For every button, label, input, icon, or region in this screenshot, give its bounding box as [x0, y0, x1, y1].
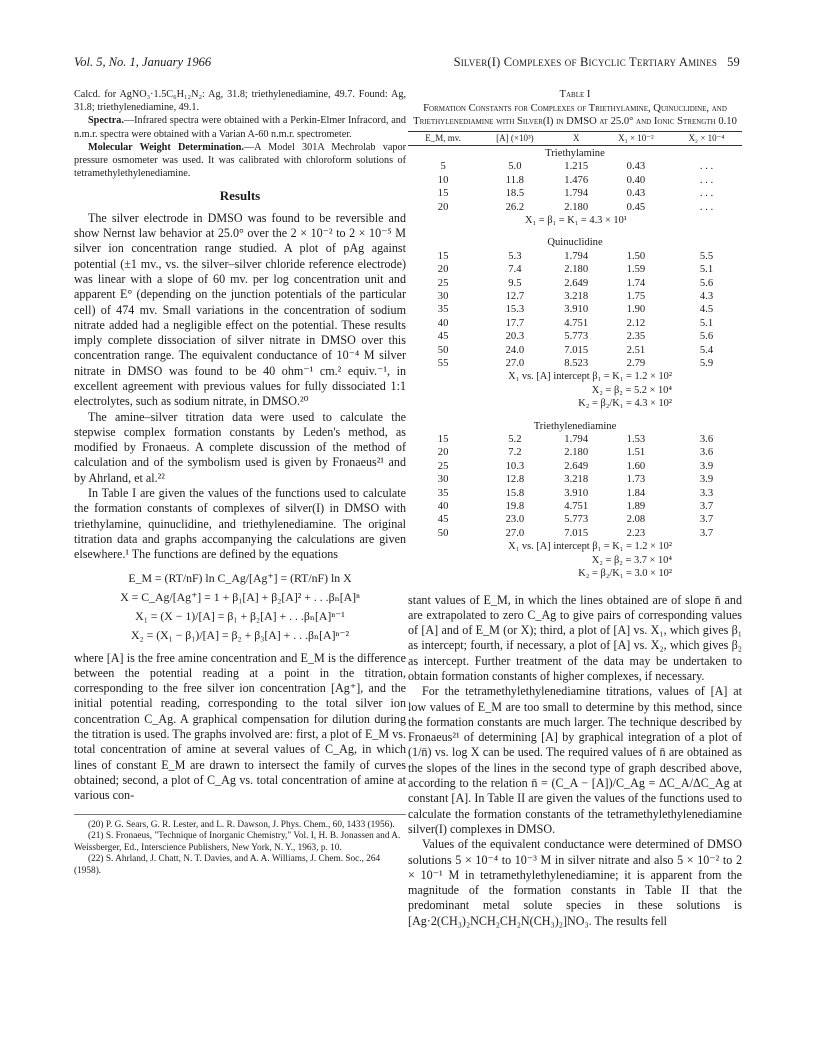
- spectra-heading: Spectra.: [88, 115, 124, 127]
- table-cell: 50: [437, 344, 449, 356]
- table-cell: 3.7: [699, 501, 714, 513]
- table-cell: 5.1: [699, 264, 714, 276]
- table-cell: 0.43: [626, 161, 646, 173]
- group-title-row: [408, 235, 742, 249]
- table-cell: 45: [437, 514, 449, 526]
- table-cell: 7.2: [508, 447, 522, 459]
- table-cell: 40: [437, 501, 449, 513]
- group-title: Quinuclidine: [547, 237, 603, 249]
- table-cell: 26.2: [505, 201, 525, 213]
- table-cell: 1.476: [564, 174, 589, 186]
- table-cell: 5: [440, 161, 446, 173]
- table-cell: 55: [437, 358, 449, 369]
- table-cell: 4.5: [699, 304, 714, 316]
- table-cell: 8.523: [564, 358, 589, 369]
- table-caption: Formation Constants for Complexes of Triethylamine, Quinuclidine, and Triethylenediamine with Silver(I) in DMSO at 25.0° and Ionic Strength 0.10: [413, 102, 737, 127]
- table-row: [408, 303, 742, 316]
- summary-row: [408, 384, 742, 397]
- table-cell: 10.3: [505, 460, 525, 472]
- footnote-20: (20) P. G. Sears, G. R. Lester, and L. R. Dawson, J. Phys. Chem., 60, 1433 (1956).: [88, 819, 395, 830]
- table-cell: 3.9: [699, 474, 714, 486]
- table-cell: 12.7: [505, 290, 525, 302]
- table-row: [408, 250, 742, 263]
- table-cell: 5.1: [699, 317, 714, 329]
- table-row: [408, 317, 742, 330]
- table-cell: 15: [437, 250, 449, 262]
- table-cell: 0.43: [626, 188, 646, 200]
- table-row: [408, 500, 742, 513]
- table-cell: 3.7: [699, 527, 714, 539]
- table-cell: 20.3: [505, 331, 525, 343]
- table-cell: 45: [437, 331, 449, 343]
- table-cell: 1.53: [626, 434, 646, 446]
- footnote-21: (21) S. Fronaeus, "Technique of Inorganic Chemistry," Vol. I, H. B. Jonassen and A. Weissberger, Ed., Interscience Publishers, New York, N. Y., 1963, p. 10.: [74, 831, 401, 853]
- table-cell: 3.910: [564, 487, 589, 499]
- results-paragraph-2: The amine–silver titration data were used to calculate the stepwise complex formation constants by Leden's method, as modified by Fronaeus. A complete discussion of the method of calculation and of the symbolism used is given by Fronaeus²¹ and by Ahrland, et al.²²: [74, 409, 406, 485]
- table-cell: 1.59: [626, 264, 646, 276]
- table-cell: 23.0: [505, 514, 525, 526]
- summary-text: K₂ = β₂/K₁ = 3.0 × 10²: [578, 568, 672, 580]
- table-row: [408, 187, 742, 200]
- table-cell: 5.5: [699, 250, 714, 262]
- summary-text: X₂ = β₂ = 5.2 × 10⁴: [591, 384, 672, 396]
- table-row: [408, 433, 742, 446]
- table-header-row: [408, 131, 742, 145]
- table-row: [408, 290, 742, 303]
- equation-1: E_M = (RT/nF) ln C_Ag/[Ag⁺] = (RT/nF) ln X: [128, 570, 352, 585]
- table-cell: 5.2: [508, 434, 522, 446]
- table-cell: 1.60: [626, 460, 646, 472]
- summary-text: X₂ = β₂ = 3.7 × 10⁴: [591, 554, 672, 566]
- right-paragraph-3: Values of the equivalent conductance were determined of DMSO solutions 5 × 10⁻⁴ to 10⁻³ M in silver nitrate and also 5 × 10⁻² to 2 × 10⁻¹ M in tetramethylethylenediamine; it is apparent from the magnitude of the formation constants in Table II that the predominant metal solute species in these solutions is [Ag·2(CH₃)₂NCH₂CH₂N(CH₃)₂]NO₃. The results fell: [408, 837, 742, 928]
- table-cell: 3.9: [699, 460, 714, 472]
- table-cell: 5.3: [508, 250, 522, 262]
- table-cell: 35: [437, 304, 449, 316]
- table-cell: 1.215: [564, 161, 589, 173]
- summary-row: [408, 214, 742, 227]
- group-title: Triethylenediamine: [533, 420, 617, 432]
- table-row: [408, 446, 742, 459]
- table-cell: 11.8: [505, 174, 524, 186]
- table-cell: 1.84: [626, 487, 646, 499]
- table-row: [408, 277, 742, 290]
- right-paragraph-2: For the tetramethylethylenediamine titrations, values of [A] at low values of E_M are too small to determine by this method, since the formation constants are much larger. The technique described by Fronaeus²¹ of determining [A] by graphical integration of a plot of (1/n̄) vs. log X can be used. The required values of n̄ are obtained as the slopes of the lines in the second type of graph described above, according to the relation n̄ = (C_A − [A])/C_Ag = ΔC_A/ΔC_Ag at constant [A]. In Table II are given the values of the functions used to calculate the formation constants of the tetramethylethylenediamine silver(I) complexes in DMSO.: [408, 684, 742, 836]
- table-label: Table I: [559, 89, 591, 100]
- table-cell: 10: [437, 174, 449, 186]
- table-cell: 1.89: [626, 501, 646, 513]
- right-column: [408, 88, 742, 929]
- group-title-row: [408, 419, 742, 433]
- table-cell: 1.50: [626, 250, 646, 262]
- table-cell: . . .: [699, 161, 714, 173]
- table-cell: 9.5: [508, 277, 522, 289]
- table-row: [408, 174, 742, 187]
- results-paragraph-3: In Table I are given the values of the functions used to calculate the formation constants of complexes of silver(I) in DMSO with triethylamine, quinuclidine, and triethylenediamine. The original titration data and graphs accompanying the calculations are given elsewhere.¹ The functions are defined by the equations: [74, 486, 406, 562]
- running-header-left: Vol. 5, No. 1, January 1966: [74, 55, 212, 69]
- equations: [74, 569, 406, 645]
- table-row: [408, 201, 742, 214]
- mw-heading: Molecular Weight Determination.: [88, 141, 244, 153]
- spectra-text: —Infrared spectra were obtained with a Perkin-Elmer Infracord, and n.m.r. spectra were obtained with a Varian A-60 n.m.r. spectrometer.: [74, 115, 406, 140]
- left-column: [74, 88, 406, 877]
- footnotes: [74, 814, 406, 878]
- table-cell: 2.79: [626, 358, 646, 369]
- table-cell: 5.6: [699, 277, 714, 289]
- table-row: [408, 263, 742, 276]
- group-spacer: [408, 411, 742, 419]
- footnote-22: (22) S. Ahrland, J. Chatt, N. T. Davies, and A. A. Williams, J. Chem. Soc., 264 (1958).: [74, 854, 381, 876]
- table-cell: 3.6: [699, 434, 714, 446]
- summary-text: K₂ = β₂/K₁ = 4.3 × 10²: [578, 398, 672, 410]
- table-cell: 20: [437, 264, 449, 276]
- equation-4: X₂ = (X₁ − β₁)/[A] = β₂ + β₃[A] + . . .βₙ[A]ⁿ⁻²: [131, 627, 349, 642]
- table-row: [408, 344, 742, 357]
- results-paragraph-4: where [A] is the free amine concentration and E_M is the difference between the potential reading at a point in the titration, corresponding to the free silver ion concentration [Ag⁺], and the initial potential reading, corresponding to the total silver ion concentration C_Ag. A graphical compensation for dilution during the titration is used. The graphs involved are: first, a plot of E_M vs. total concentration of amine at several values of C_Ag, in which lines of constant E_M are drawn to intersect the family of curves obtained; second, a plot of C_Ag vs. total concentration of amine at various con-: [74, 650, 406, 803]
- table-row: [408, 160, 742, 173]
- table-cell: 3.3: [699, 487, 714, 499]
- mw-paragraph: [74, 141, 406, 181]
- table-cell: 20: [437, 447, 449, 459]
- table-cell: 1.51: [626, 447, 646, 459]
- table-cell: 35: [437, 487, 449, 499]
- table-cell: 12.8: [505, 474, 525, 486]
- summary-text: X₁ vs. [A] intercept β₁ = K₁ = 1.2 × 10²: [508, 371, 672, 383]
- table-cell: 1.90: [626, 304, 646, 316]
- mw-text: —A Model 301A Mechrolab vapor pressure osmometer was used. It was calibrated with chloroform solutions of tetramethylethylenediamine.: [74, 141, 406, 180]
- table-cell: 2.35: [626, 331, 646, 343]
- table-cell: 7.4: [508, 264, 522, 276]
- table-cell: 2.649: [564, 277, 589, 289]
- formation-constants-table: [408, 131, 742, 581]
- table-row: [408, 357, 742, 370]
- table-cell: 30: [437, 290, 449, 302]
- col-header-x2: X₂ × 10⁻⁴: [671, 131, 742, 145]
- summary-text: X₁ vs. [A] intercept β₁ = K₁ = 1.2 × 10²: [508, 541, 672, 553]
- col-header-x: X: [552, 131, 601, 145]
- table-row: [408, 460, 742, 473]
- summary-row: [408, 397, 742, 410]
- table-cell: 27.0: [505, 358, 525, 369]
- running-header-right: [454, 55, 740, 70]
- table-cell: 5.773: [564, 331, 589, 343]
- table-cell: 25: [437, 277, 449, 289]
- table-cell: 15: [437, 434, 449, 446]
- table-cell: 24.0: [505, 344, 525, 356]
- table-cell: 3.218: [564, 474, 589, 486]
- table-cell: 15.8: [505, 487, 525, 499]
- table-cell: 2.180: [564, 447, 589, 459]
- table-cell: 27.0: [505, 527, 525, 539]
- equation-2: X = C_Ag/[Ag⁺] = 1 + β₁[A] + β₂[A]² + . . .βₙ[A]ⁿ: [120, 589, 360, 604]
- table-cell: 4.751: [564, 501, 589, 513]
- table-cell: 30: [437, 474, 449, 486]
- table-cell: 3.6: [699, 447, 714, 459]
- table-cell: 3.218: [564, 290, 589, 302]
- running-title: Silver(I) Complexes of Bicyclic Tertiary Amines: [453, 55, 718, 69]
- table-cell: 2.180: [564, 264, 589, 276]
- table-cell: 0.40: [626, 174, 646, 186]
- table-body: [408, 145, 742, 580]
- results-paragraph-1: The silver electrode in DMSO was found to be reversible and show Nernst law behavior at 25.0° over the 2 × 10⁻² to 2 × 10⁻⁵ M silver ion concentration range studied. A plot of pAg against potential (±1 mv., vs. the silver–silver chloride reference electrode) was linear with a slope of 60 mv. per log concentration unit and apparent E° (depending on the junction potentials of the particular cell) of 474 mv. Small variations in the concentration of sodium nitrate added had a negligible effect on the potential. These results imply complete dissociation of silver nitrate in DMSO over this concentration range. The equivalent conductance of 10⁻⁴ M silver nitrate in DMSO was found to be 40 ohm⁻¹ cm.² equiv.⁻¹, in excellent agreement with previous values for fully dissociated 1:1 electrolytes, such as sodium nitrate, in DMSO.²⁰: [74, 210, 406, 409]
- table-cell: 0.45: [626, 201, 646, 213]
- summary-text: X₁ = β₁ = K₁ = 4.3 × 10¹: [525, 214, 627, 226]
- table-row: [408, 513, 742, 526]
- table-cell: 5.6: [699, 331, 714, 343]
- table-cell: 1.75: [626, 290, 646, 302]
- table-cell: 15.3: [505, 304, 525, 316]
- table-cell: 5.773: [564, 514, 589, 526]
- table-cell: 1.74: [626, 277, 646, 289]
- table-cell: . . .: [699, 188, 714, 200]
- summary-row: [408, 567, 742, 580]
- table-row: [408, 473, 742, 486]
- table-cell: 3.7: [699, 514, 714, 526]
- table-cell: 7.015: [564, 344, 589, 356]
- table-cell: . . .: [699, 201, 714, 213]
- group-title-row: [408, 145, 742, 160]
- col-header-em: E_M, mv.: [408, 131, 478, 145]
- table-cell: 2.649: [564, 460, 589, 472]
- table-cell: 1.794: [564, 434, 589, 446]
- table-cell: 40: [437, 317, 449, 329]
- table-cell: 20: [437, 201, 449, 213]
- table-cell: 15: [437, 188, 449, 200]
- spectra-paragraph: [74, 114, 406, 140]
- table-cell: 2.12: [626, 317, 646, 329]
- col-header-a: [A] (×10³): [478, 131, 551, 145]
- table-cell: 7.015: [564, 527, 589, 539]
- table-cell: . . .: [699, 174, 714, 186]
- table-cell: 25: [437, 460, 449, 472]
- table-cell: 17.7: [505, 317, 525, 329]
- table-cell: 2.180: [564, 201, 589, 213]
- group-spacer: [408, 227, 742, 235]
- table-cell: 2.23: [626, 527, 646, 539]
- equation-3: X₁ = (X − 1)/[A] = β₁ + β₂[A] + . . .βₙ[A]ⁿ⁻¹: [135, 608, 345, 623]
- group-title: Triethylamine: [545, 147, 605, 159]
- col-header-x1: X₁ × 10⁻²: [601, 131, 671, 145]
- right-paragraph-1: stant values of E_M, in which the lines obtained are of slope n̄ and are extrapolated to zero C_Ag to give pairs of corresponding values of [A] and of E_M (or X); third, a plot of [A] vs. X₁, which gives β₁ as intercept; fourth, if necessary, a plot of [A] vs. X₂, which gives β₂ as intercept. Further treatment of the data may be undertaken to obtain formation constants of higher complexes, if necessary.: [408, 592, 742, 683]
- table-cell: 1.794: [564, 188, 589, 200]
- table-cell: 2.08: [626, 514, 646, 526]
- summary-row: [408, 540, 742, 553]
- table-cell: 18.5: [505, 188, 525, 200]
- table-cell: 5.9: [699, 358, 714, 369]
- table-row: [408, 527, 742, 540]
- summary-row: [408, 554, 742, 567]
- calcd-analysis: Calcd. for AgNO₃·1.5C₆H₁₂N₂: Ag, 31.8; triethylenediamine, 49.7. Found: Ag, 31.8; triethylenediamine, 49.1.: [74, 89, 406, 114]
- table-cell: 4.3: [699, 290, 714, 302]
- table-cell: 5.0: [508, 161, 522, 173]
- table-cell: 3.910: [564, 304, 589, 316]
- table-cell: 5.4: [699, 344, 714, 356]
- table-cell: 1.794: [564, 250, 589, 262]
- page-number: 59: [727, 55, 740, 69]
- table-cell: 4.751: [564, 317, 589, 329]
- summary-row: [408, 370, 742, 383]
- table-cell: 50: [437, 527, 449, 539]
- table-row: [408, 487, 742, 500]
- table-cell: 1.73: [626, 474, 646, 486]
- results-heading: Results: [219, 188, 261, 204]
- table-row: [408, 330, 742, 343]
- table-cell: 19.8: [505, 501, 525, 513]
- table-cell: 2.51: [626, 344, 646, 356]
